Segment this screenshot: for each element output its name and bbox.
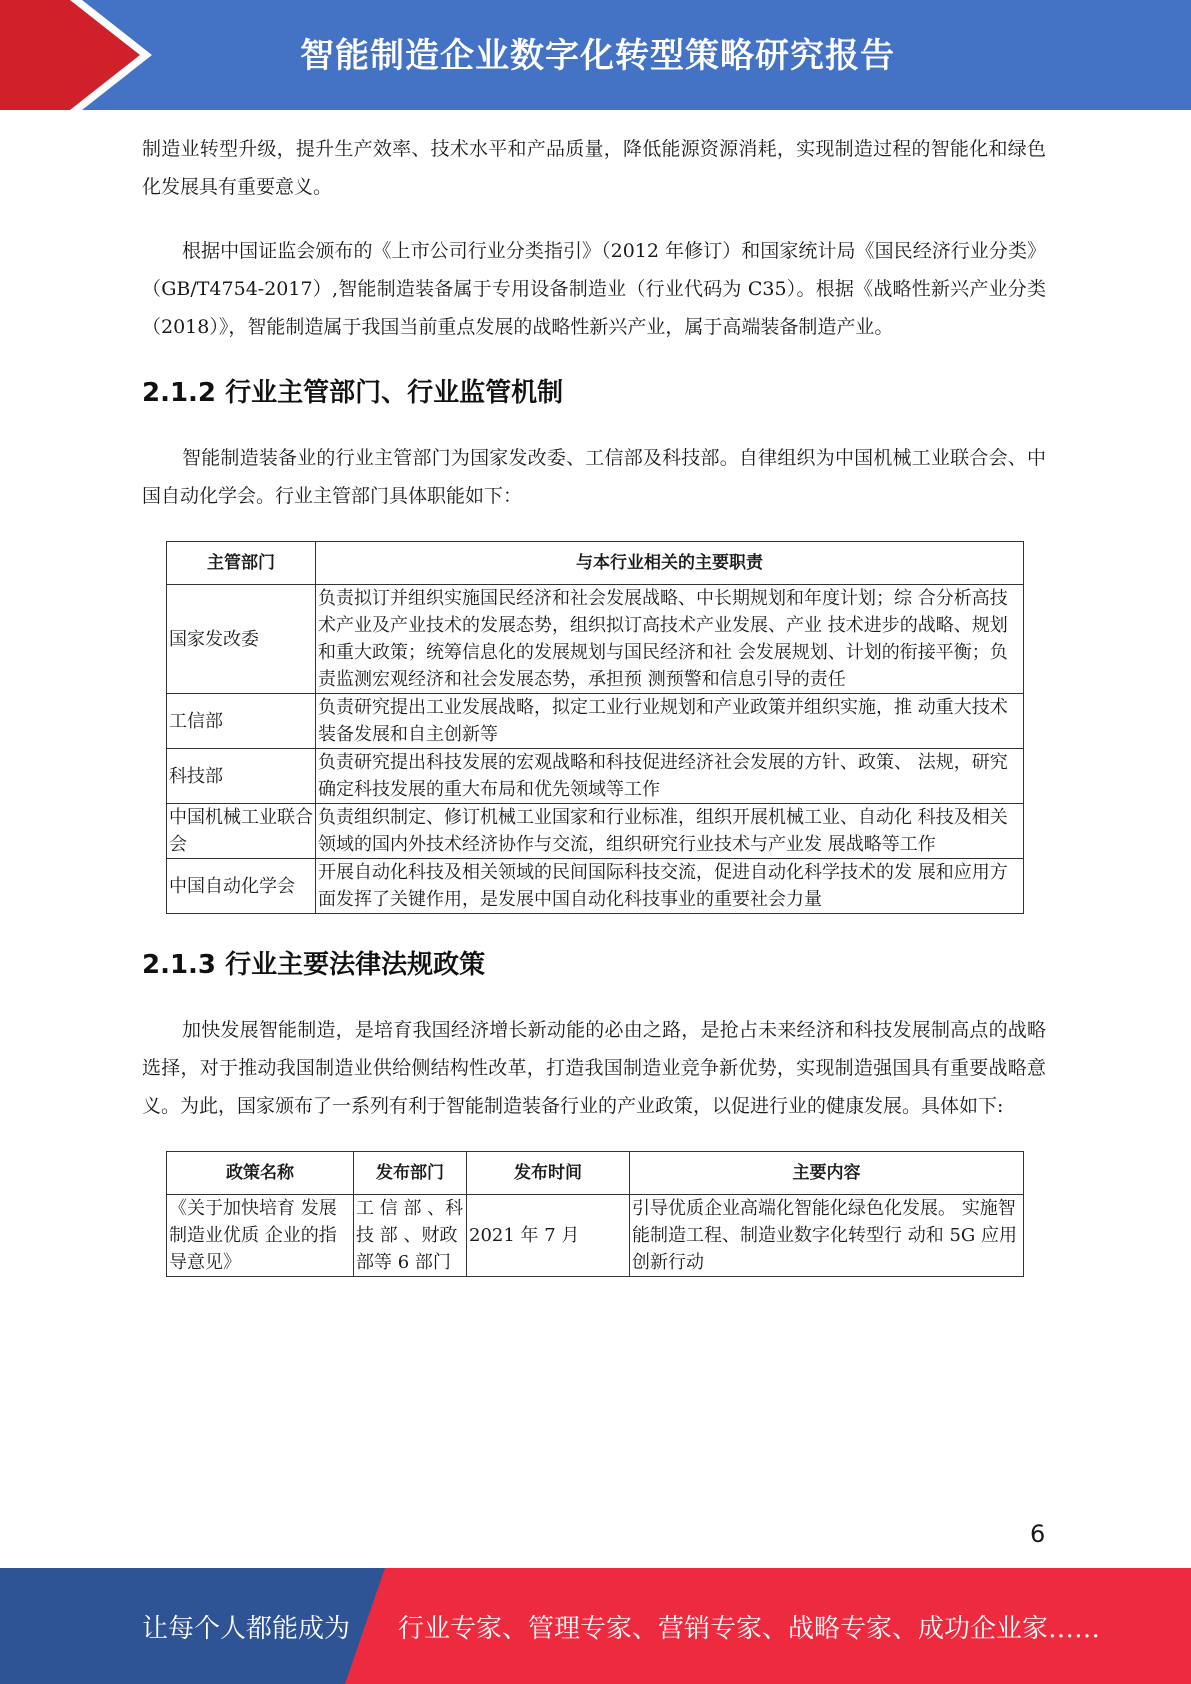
table-header-cell: 发布部门 (354, 1152, 467, 1195)
table-cell-dept: 科技部 (167, 749, 316, 804)
table-header-cell: 主要内容 (630, 1152, 1024, 1195)
authorities-table (166, 541, 1024, 914)
section-heading-2-1-3: 2.1.3 行业主要法律法规政策 (142, 950, 486, 980)
table-row (167, 804, 1024, 859)
paragraph-authorities: 智能制造装备业的行业主管部门为国家发改委、工信部及科技部。自律组织为中国机械工业联合会、中国自动化学会。行业主管部门具体职能如下： (142, 447, 1046, 507)
table-header-cell: 政策名称 (167, 1152, 354, 1195)
page-number: 6 (1030, 1520, 1046, 1548)
header-title: 智能制造企业数字化转型策略研究报告 (300, 36, 895, 76)
table-header-cell: 与本行业相关的主要职责 (316, 542, 1024, 585)
table-cell-duty: 负责研究提出科技发展的宏观战略和科技促进经济社会发展的方针、政策、 法规，研究确定科技发展的重大布局和优先领域等工作 (316, 749, 1024, 804)
policies-table-wrapper (166, 1151, 1024, 1303)
paragraph-intro: 制造业转型升级，提升生产效率、技术水平和产品质量，降低能源资源消耗，实现制造过程的智能化和绿色化发展具有重要意义。 (142, 138, 1046, 198)
table-cell-policy-name: 《关于加快培育 发展制造业优质 企业的指导意见》 (167, 1195, 354, 1277)
table-cell-dept: 工 信 部 、科 技 部 、财政部等 6 部门 (354, 1195, 467, 1277)
table-cell-dept: 工信部 (167, 694, 316, 749)
header-arrow-decoration (0, 0, 160, 110)
table-row (167, 749, 1024, 804)
page-footer (0, 1568, 1191, 1684)
table-row (167, 859, 1024, 914)
section-heading-2-1-2: 2.1.2 行业主管部门、行业监管机制 (142, 378, 564, 408)
footer-slogan-left: 让每个人都能成为 (142, 1614, 351, 1644)
page-header (0, 0, 1191, 110)
table-cell-dept: 国家发改委 (167, 585, 316, 694)
table-cell-duty: 负责组织制定、修订机械工业国家和行业标准，组织开展机械工业、自动化 科技及相关领域的国内外技术经济协作与交流，组织研究行业技术与产业发 展战略等工作 (316, 804, 1024, 859)
table-row (167, 585, 1024, 694)
table-cell-duty: 负责研究提出工业发展战略，拟定工业行业规划和产业政策并组织实施，推 动重大技术装备发展和自主创新等 (316, 694, 1024, 749)
table-row (167, 1195, 1024, 1277)
paragraph-classification: 根据中国证监会颁布的《上市公司行业分类指引》（2012 年修订）和国家统计局《国民经济行业分类》（GB/T4754-2017）,智能制造装备属于专用设备制造业（行业代码为 C35）。根据《战略性新兴产业分类（2018）》，智能制造属于我国当前重点发展的战略性新兴产业，属于高端装备制造产业。 (142, 240, 1046, 338)
table-row (167, 694, 1024, 749)
footer-slogan-right: 行业专家、管理专家、营销专家、战略专家、成功企业家…… (398, 1614, 1101, 1644)
policies-table (166, 1151, 1024, 1277)
table-cell-duty: 开展自动化科技及相关领域的民间国际科技交流，促进自动化科学技术的发 展和应用方面发挥了关键作用，是发展中国自动化科技事业的重要社会力量 (316, 859, 1024, 914)
table-cell-content: 引导优质企业高端化智能化绿色化发展。 实施智能制造工程、制造业数字化转型行 动和 5G 应用创新行动 (630, 1195, 1024, 1277)
table-header-row (167, 542, 1024, 585)
paragraph-policies: 加快发展智能制造，是培育我国经济增长新动能的必由之路，是抢占未来经济和科技发展制高点的战略选择，对于推动我国制造业供给侧结构性改革，打造我国制造业竞争新优势，实现制造强国具有重要战略意义。为此，国家颁布了一系列有利于智能制造装备行业的产业政策，以促进行业的健康发展。具体如下: (142, 1019, 1046, 1117)
table-cell-dept: 中国机械工业联合会 (167, 804, 316, 859)
table-header-cell: 发布时间 (467, 1152, 630, 1195)
table-cell-dept: 中国自动化学会 (167, 859, 316, 914)
main-content (142, 130, 1046, 1303)
table-header-row (167, 1152, 1024, 1195)
table-cell-duty: 负责拟订并组织实施国民经济和社会发展战略、中长期规划和年度计划；综 合分析高技术产业及产业技术的发展态势，组织拟订高技术产业发展、产业 技术进步的战略、规划和重大政策；统筹信息化的发展规划与国民经济和社 会发展规划、计划的衔接平衡；负责监测宏观经济和社会发展态势，承担预 测预警和信息引导的责任 (316, 585, 1024, 694)
table-header-cell: 主管部门 (167, 542, 316, 585)
table-cell-date: 2021 年 7 月 (467, 1195, 630, 1277)
